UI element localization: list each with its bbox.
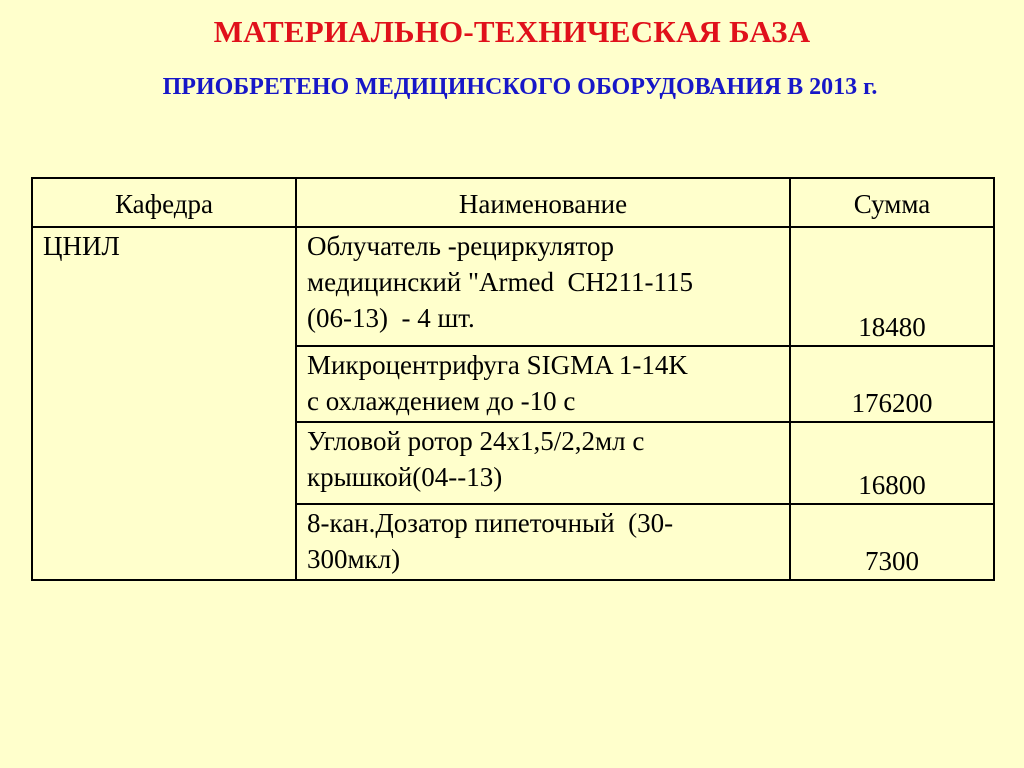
slide-title: МАТЕРИАЛЬНО-ТЕХНИЧЕСКАЯ БАЗА xyxy=(213,14,811,49)
table-header-row xyxy=(32,178,994,227)
item-name-cell xyxy=(296,504,790,580)
table-row xyxy=(32,227,994,346)
item-sum-cell: 18480 xyxy=(790,227,994,346)
item-name-line: 8-кан.Дозатор пипеточный (30- xyxy=(307,508,674,538)
header-department: Кафедра xyxy=(32,178,296,227)
item-sum-cell: 7300 xyxy=(790,504,994,580)
item-sum-cell: 176200 xyxy=(790,346,994,422)
equipment-table xyxy=(31,177,995,581)
item-name-cell xyxy=(296,422,790,504)
item-name-line: с охлаждением до -10 с xyxy=(307,386,576,416)
item-name-line: Микроцентрифуга SIGMA 1-14K xyxy=(307,350,688,380)
header-sum: Сумма xyxy=(790,178,994,227)
item-name-line: (06-13) - 4 шт. xyxy=(307,303,475,333)
header-name: Наименование xyxy=(296,178,790,227)
item-name-cell xyxy=(296,346,790,422)
item-sum-cell: 16800 xyxy=(790,422,994,504)
item-name-line: Угловой ротор 24х1,5/2,2мл с xyxy=(307,426,645,456)
department-cell: ЦНИЛ xyxy=(32,227,296,580)
item-name-line: медицинский "Armed CH211-115 xyxy=(307,267,693,297)
item-name-line: Облучатель -рециркулятор xyxy=(307,231,614,261)
slide-subtitle: ПРИОБРЕТЕНО МЕДИЦИНСКОГО ОБОРУДОВАНИЯ В 2013 г. xyxy=(162,74,878,100)
item-name-line: 300мкл) xyxy=(307,544,401,574)
item-name-cell xyxy=(296,227,790,346)
item-name-line: крышкой(04--13) xyxy=(307,462,503,492)
